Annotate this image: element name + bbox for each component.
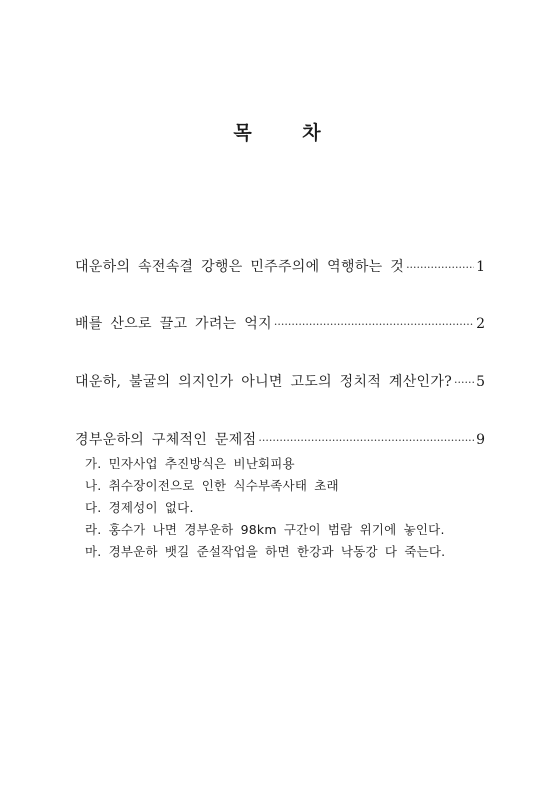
toc-entry-label: 대운하, 불굴의 의지인가 아니면 고도의 정치적 계산인가? xyxy=(75,374,453,390)
toc-page-number: 5 xyxy=(476,374,485,390)
toc-sub-list xyxy=(85,453,505,563)
toc-leader-dots xyxy=(454,374,474,392)
toc-page-number: 2 xyxy=(476,316,485,332)
toc-sub-item[interactable]: 다. 경제성이 없다. xyxy=(85,500,194,515)
toc-entry[interactable] xyxy=(75,258,485,277)
toc-entry-label: 경부운하의 구체적인 문제점 xyxy=(75,432,257,448)
toc-sub-item[interactable]: 가. 민자사업 추진방식은 비난회피용 xyxy=(85,456,295,471)
toc-sub-item[interactable]: 나. 취수장이전으로 인한 식수부족사태 초래 xyxy=(85,478,339,493)
toc-leader-dots xyxy=(258,432,474,450)
toc-entry-label: 배를 산으로 끌고 가려는 억지 xyxy=(75,316,272,332)
toc-entry[interactable] xyxy=(75,373,485,392)
toc-title: 목 차 xyxy=(233,122,343,144)
toc-page-number: 9 xyxy=(476,432,485,448)
toc-entry-label: 대운하의 속전속결 강행은 민주주의에 역행하는 것 xyxy=(75,259,405,275)
toc-sub-item[interactable]: 마. 경부운하 뱃길 준설작업을 하면 한강과 낙동강 다 죽는다. xyxy=(85,544,446,559)
toc-sub-item[interactable]: 라. 홍수가 나면 경부운하 98km 구간이 범람 위기에 놓인다. xyxy=(85,522,445,537)
toc-page-number: 1 xyxy=(476,259,485,275)
toc-entry[interactable] xyxy=(75,431,485,450)
toc-leader-dots xyxy=(274,316,474,334)
toc-leader-dots xyxy=(406,259,474,277)
toc-entry[interactable] xyxy=(75,315,485,334)
